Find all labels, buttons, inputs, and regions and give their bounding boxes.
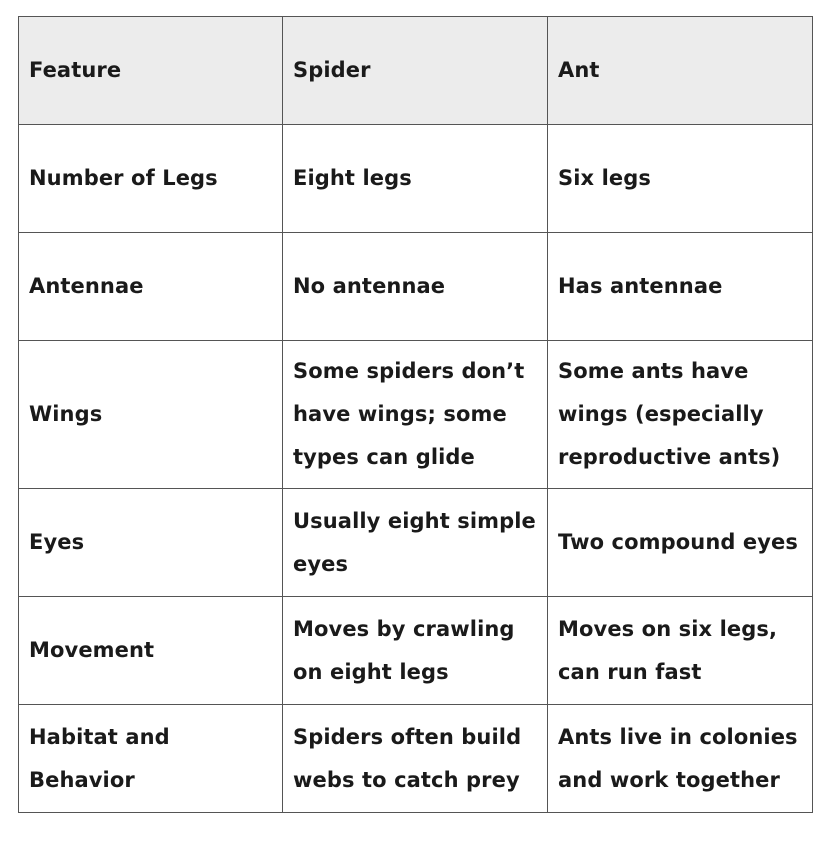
header-cell-feature: Feature xyxy=(19,17,283,125)
spider-cell: Usually eight simple eyes xyxy=(283,489,548,597)
ant-cell: Two compound eyes xyxy=(548,489,813,597)
ant-cell: Moves on six legs, can run fast xyxy=(548,597,813,705)
feature-cell: Movement xyxy=(19,597,283,705)
feature-cell: Wings xyxy=(19,341,283,489)
ant-cell: Ants live in colonies and work together xyxy=(548,705,813,813)
table-row xyxy=(19,233,813,341)
ant-cell: Has antennae xyxy=(548,233,813,341)
table-row xyxy=(19,125,813,233)
feature-cell: Habitat and Behavior xyxy=(19,705,283,813)
spider-cell: Some spiders don’t have wings; some types can glide xyxy=(283,341,548,489)
table-row xyxy=(19,705,813,813)
table-row xyxy=(19,341,813,489)
feature-cell: Antennae xyxy=(19,233,283,341)
spider-cell: No antennae xyxy=(283,233,548,341)
header-cell-ant: Ant xyxy=(548,17,813,125)
comparison-table xyxy=(18,16,813,813)
table-header-row xyxy=(19,17,813,125)
table-row xyxy=(19,597,813,705)
ant-cell: Six legs xyxy=(548,125,813,233)
header-cell-spider: Spider xyxy=(283,17,548,125)
feature-cell: Number of Legs xyxy=(19,125,283,233)
spider-cell: Moves by crawling on eight legs xyxy=(283,597,548,705)
spider-cell: Spiders often build webs to catch prey xyxy=(283,705,548,813)
spider-cell: Eight legs xyxy=(283,125,548,233)
feature-cell: Eyes xyxy=(19,489,283,597)
table-row xyxy=(19,489,813,597)
ant-cell: Some ants have wings (especially reproductive ants) xyxy=(548,341,813,489)
